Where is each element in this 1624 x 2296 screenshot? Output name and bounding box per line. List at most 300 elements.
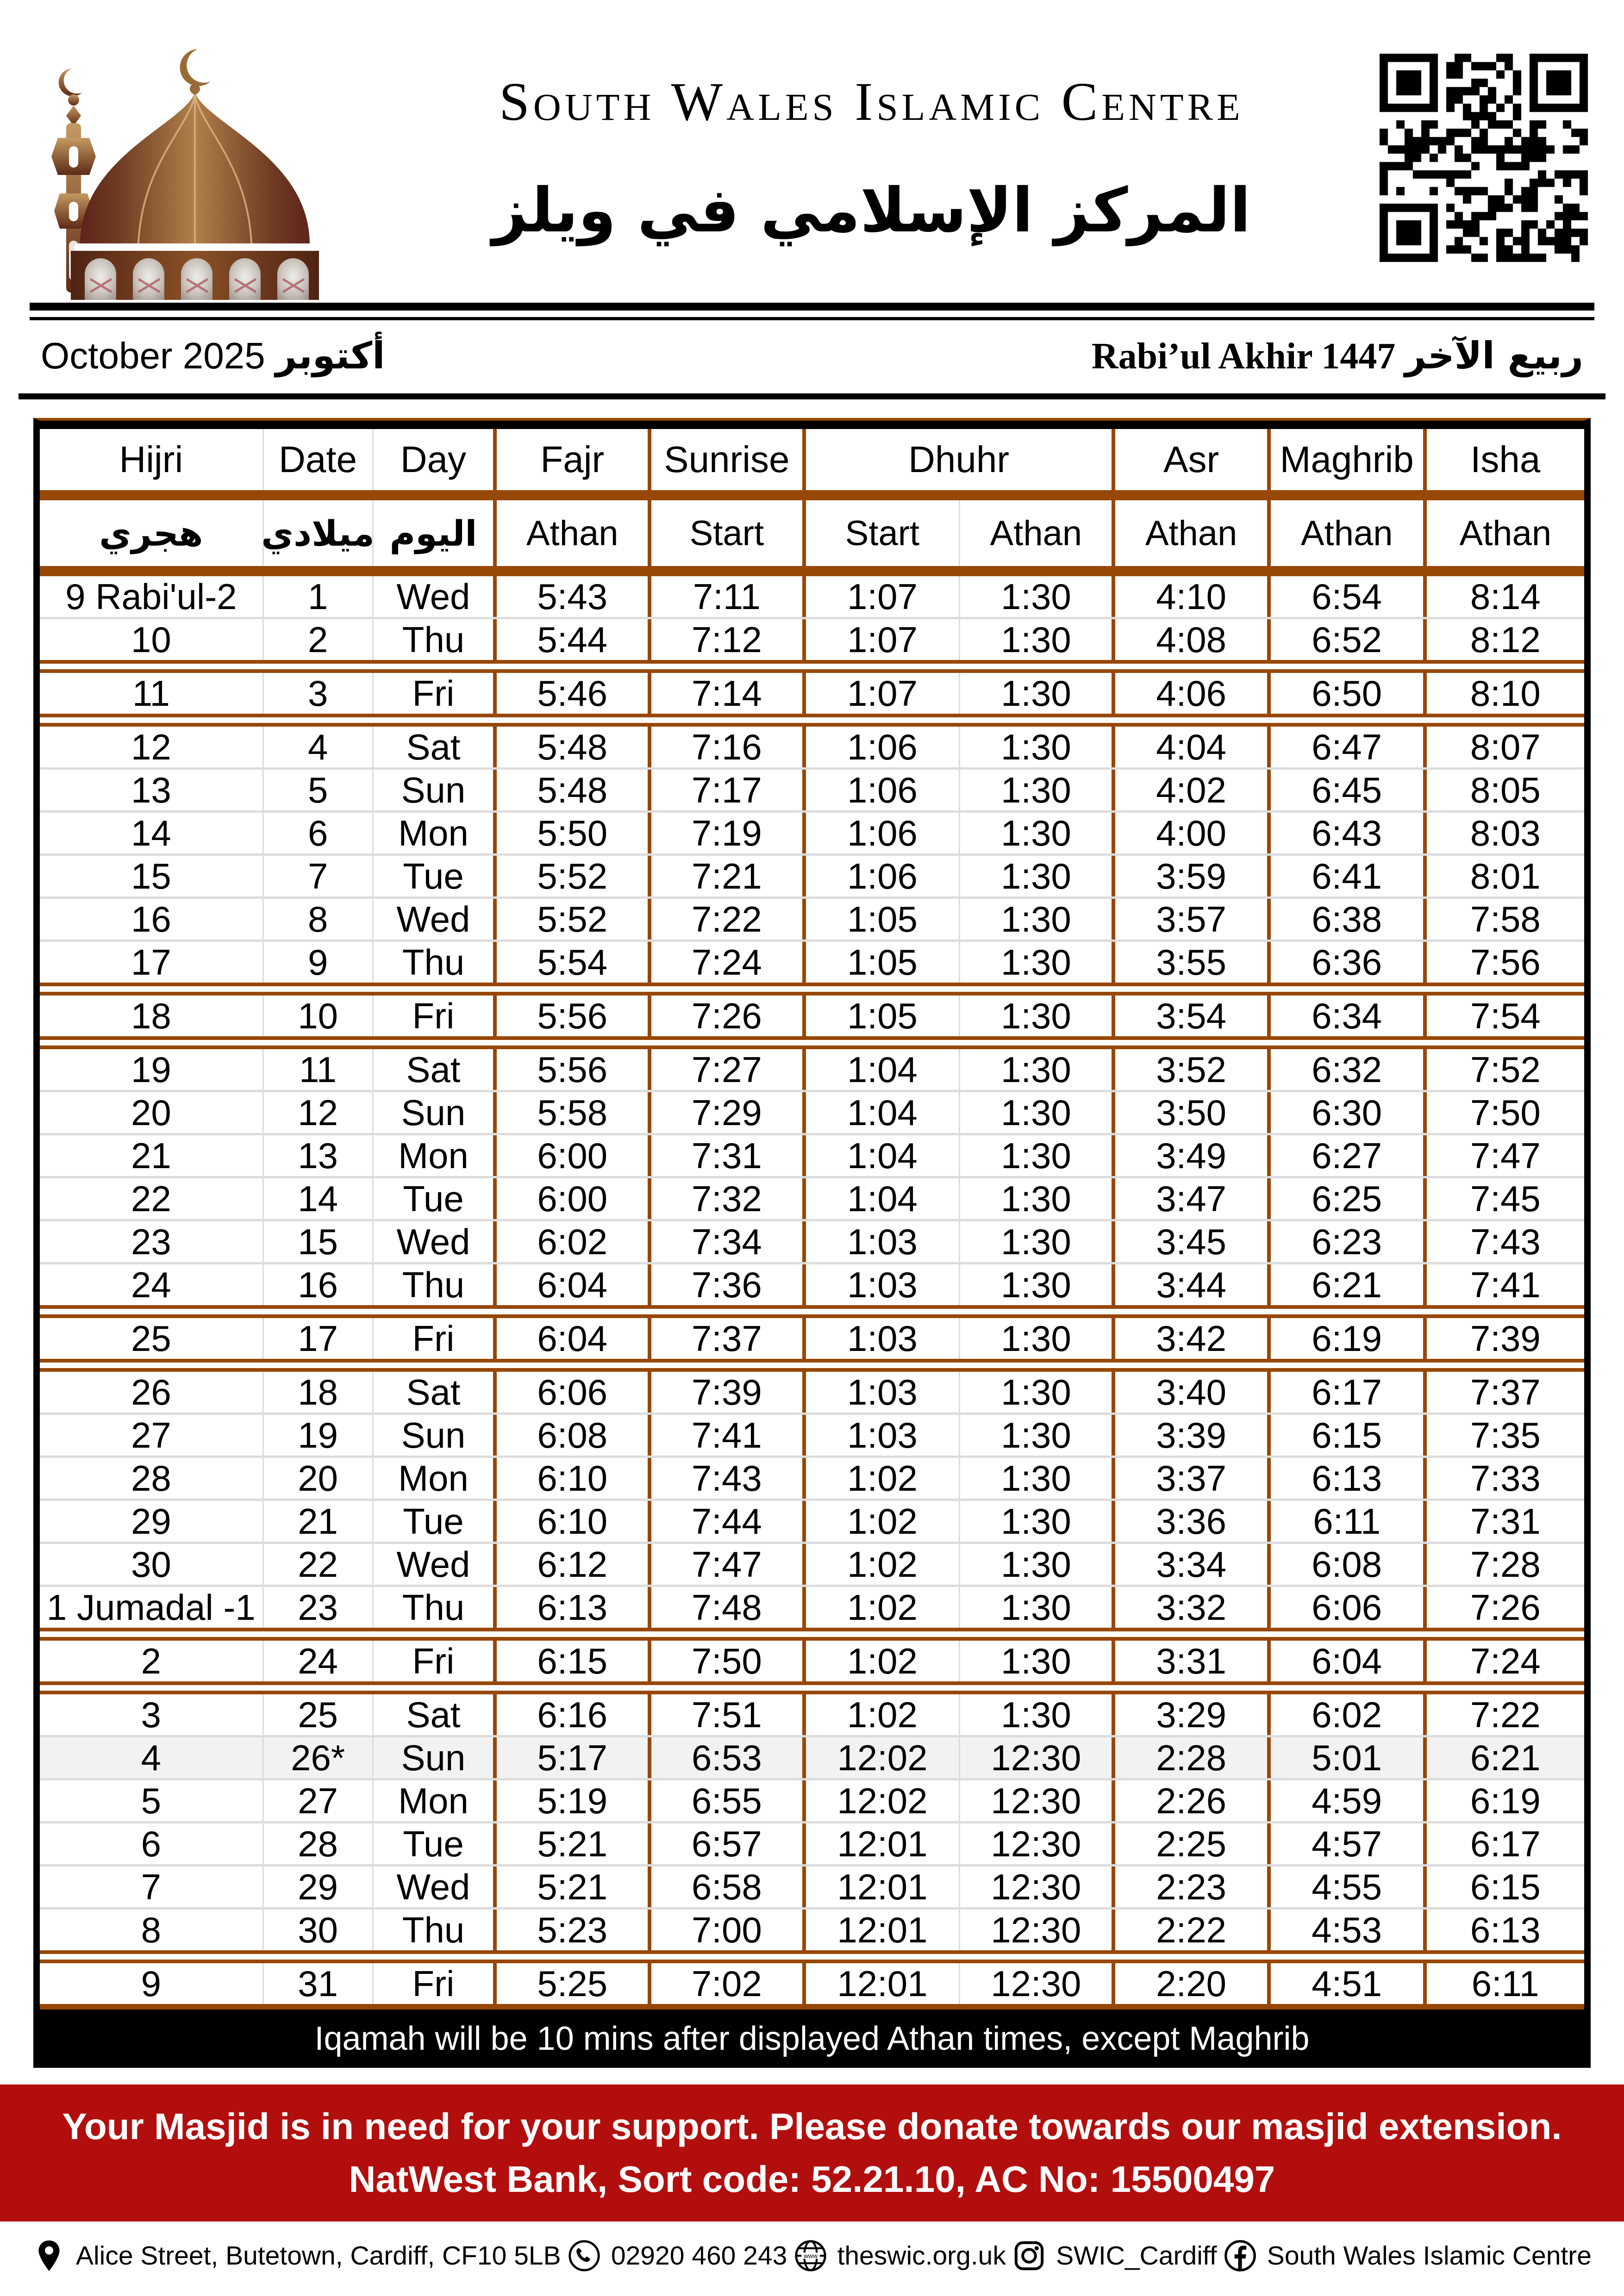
cell: 4:06 <box>1115 673 1270 714</box>
cell: 26 <box>40 1372 264 1412</box>
cell: Sat <box>374 1372 497 1412</box>
cell: 7:44 <box>651 1501 806 1542</box>
cell: 7:56 <box>1470 941 1541 983</box>
table-row <box>40 1372 1584 1412</box>
donation-banner <box>0 2084 1624 2221</box>
cell: 12:01 <box>806 1963 961 2004</box>
cell: 15 <box>40 856 264 896</box>
cell: 3:37 <box>1115 1458 1270 1499</box>
cell: Mon <box>374 1135 497 1176</box>
cell: 13 <box>264 1135 374 1176</box>
cell: 7 <box>264 856 374 896</box>
cell: 1:30 <box>960 770 1115 810</box>
cell: 6:58 <box>651 1867 806 1907</box>
cell: 27 <box>40 1415 264 1456</box>
cell: 25 <box>264 1694 374 1735</box>
cell: 8:07 <box>1470 726 1541 767</box>
cell: 6:52 <box>1271 619 1427 660</box>
table-row <box>40 576 1584 617</box>
cell: 3:42 <box>1115 1318 1270 1359</box>
cell: 6:17 <box>1271 1372 1427 1412</box>
cell: 6:08 <box>497 1415 651 1456</box>
cell: 3:29 <box>1115 1694 1270 1735</box>
cell: 6:32 <box>1271 1049 1427 1090</box>
col-sunrise-start: Start <box>651 500 806 566</box>
cell: 1:04 <box>806 1049 961 1090</box>
cell: 4:08 <box>1115 619 1270 660</box>
cell: 7:21 <box>651 856 806 896</box>
cell: 7:37 <box>1470 1371 1541 1412</box>
cell: 6:11 <box>1271 1501 1427 1542</box>
cell: 1:03 <box>806 1318 961 1359</box>
cell: 4:51 <box>1271 1963 1427 2004</box>
cell: 1:30 <box>960 1178 1115 1219</box>
cell: 7:48 <box>651 1587 806 1628</box>
friday-separator <box>40 1950 1584 1963</box>
cell: 6:16 <box>497 1694 651 1735</box>
cell: 1:30 <box>960 1318 1115 1359</box>
cell: 8 <box>264 899 374 940</box>
cell: 5 <box>40 1780 264 1821</box>
cell: 4 <box>264 727 374 767</box>
crescent-icon <box>180 49 211 86</box>
cell: 6:13 <box>1271 1458 1427 1499</box>
cell: 7:02 <box>651 1963 806 2004</box>
facebook-item: South Wales Islamic Centre <box>1224 2239 1592 2272</box>
header-band <box>40 490 1584 500</box>
cell: 19 <box>264 1415 374 1456</box>
friday-separator <box>40 660 1584 673</box>
cell: 5:19 <box>497 1780 651 1821</box>
cell: 22 <box>264 1544 374 1585</box>
cell: 7:41 <box>651 1415 806 1456</box>
cell: 29 <box>264 1867 374 1907</box>
cell: Thu <box>374 1264 497 1305</box>
instagram-item: SWIC_Cardiff <box>1012 2239 1217 2272</box>
cell: 3:40 <box>1115 1372 1270 1412</box>
cell: 11 <box>40 673 264 714</box>
facebook-icon <box>1224 2239 1257 2272</box>
cell: 6:10 <box>497 1458 651 1499</box>
contact-bar <box>32 2239 1592 2272</box>
cell: Sat <box>374 1694 497 1735</box>
cell: Wed <box>374 1867 497 1907</box>
gregorian-month: October 2025 أكتوبر <box>41 334 385 377</box>
table-row <box>40 1780 1584 1821</box>
cell: 9 <box>40 1963 264 2004</box>
cell: Sun <box>374 1415 497 1456</box>
cell: Tue <box>374 1823 497 1864</box>
cell: 3:52 <box>1115 1049 1270 1090</box>
cell: 6:04 <box>497 1264 651 1305</box>
cell: 3:54 <box>1115 996 1270 1036</box>
cell: 4:59 <box>1271 1780 1427 1821</box>
cell: 3:49 <box>1115 1135 1270 1176</box>
cell: 6:34 <box>1271 996 1427 1036</box>
cell: 7:33 <box>1470 1457 1541 1499</box>
svg-text:www: www <box>803 2252 818 2259</box>
header <box>0 0 1624 300</box>
cell: 29 <box>40 1501 264 1542</box>
table-row <box>40 813 1584 853</box>
cell: 23 <box>40 1221 264 1262</box>
table-row <box>40 619 1584 660</box>
cell: 8:14 <box>1470 576 1541 617</box>
header-band-2 <box>40 566 1584 576</box>
table-row <box>40 1318 1584 1359</box>
mosque-logo <box>25 41 363 300</box>
cell: 7:11 <box>651 576 806 617</box>
cell: 6:27 <box>1271 1135 1427 1176</box>
col-dhuhr-start: Start <box>806 500 961 566</box>
cell: 1:30 <box>960 727 1115 767</box>
cell: 12:01 <box>806 1823 961 1864</box>
cell: 1:30 <box>960 1587 1115 1628</box>
cell: 5:52 <box>497 856 651 896</box>
cell: 7:32 <box>651 1178 806 1219</box>
table-row <box>40 1415 1584 1456</box>
prayer-table <box>33 418 1591 2068</box>
cell: 7:24 <box>651 942 806 983</box>
cell: 13 <box>40 770 264 810</box>
cell: 5:21 <box>497 1867 651 1907</box>
friday-separator <box>40 1681 1584 1694</box>
cell: 3:50 <box>1115 1092 1270 1133</box>
cell: 1:30 <box>960 619 1115 660</box>
cell: 6:23 <box>1271 1221 1427 1262</box>
cell: 12:02 <box>806 1780 961 1821</box>
cell: 6:08 <box>1271 1544 1427 1585</box>
instagram-icon <box>1012 2239 1046 2272</box>
cell: 12:30 <box>960 1963 1115 2004</box>
cell: 7:16 <box>651 727 806 767</box>
table-row <box>40 1963 1584 2004</box>
table-row <box>40 1135 1584 1176</box>
cell: 9 Rabi'ul-2 <box>40 576 264 617</box>
table-row <box>40 1823 1584 1864</box>
cell: 4:10 <box>1115 576 1270 617</box>
cell: Fri <box>374 1963 497 2004</box>
cell: 1:30 <box>960 899 1115 940</box>
friday-separator <box>40 1359 1584 1372</box>
cell: 1:07 <box>806 619 961 660</box>
cell: 1 Jumadal -1 <box>40 1587 264 1628</box>
iqamah-note: Iqamah will be 10 mins after displayed Athan times, except Maghrib <box>40 2010 1584 2068</box>
cell: 20 <box>264 1458 374 1499</box>
col-maghrib-athan: Athan <box>1271 500 1427 566</box>
table-row <box>40 1458 1584 1499</box>
cell: 2:25 <box>1115 1823 1270 1864</box>
cell: 1:02 <box>806 1694 961 1735</box>
cell: 12 <box>264 1092 374 1133</box>
cell: 6:11 <box>1471 1963 1539 2004</box>
location-pin-icon <box>32 2239 66 2272</box>
table-row <box>40 1694 1584 1735</box>
gregorian-month-arabic: أكتوبر <box>275 334 385 377</box>
cell: Thu <box>374 1910 497 1950</box>
cell: 2 <box>40 1641 264 1681</box>
cell: 1:05 <box>806 899 961 940</box>
col-day-arabic: اليوم <box>374 500 497 566</box>
col-hijri: Hijri <box>40 429 264 490</box>
cell: 22 <box>40 1178 264 1219</box>
cell: 7:47 <box>1470 1135 1541 1176</box>
col-fajr-athan: Athan <box>497 500 651 566</box>
cell: 2:23 <box>1115 1867 1270 1907</box>
cell: 12:30 <box>960 1867 1115 1907</box>
cell: 6:02 <box>1271 1694 1427 1735</box>
cell: 4 <box>40 1737 264 1778</box>
table-bottom-border <box>40 2004 1584 2010</box>
cell: Mon <box>374 1780 497 1821</box>
cell: 6:06 <box>497 1372 651 1412</box>
cell: 5:21 <box>497 1823 651 1864</box>
cell: 24 <box>40 1264 264 1305</box>
col-isha-athan: Athan <box>1459 513 1552 553</box>
cell: 3:39 <box>1115 1415 1270 1456</box>
cell: 6:15 <box>1271 1415 1427 1456</box>
centre-name-arabic: المركز الإسلامي في ويلز <box>492 174 1251 246</box>
table-row <box>40 1641 1584 1681</box>
cell: 16 <box>40 899 264 940</box>
cell: 6:38 <box>1271 899 1427 940</box>
cell: 21 <box>40 1135 264 1176</box>
cell: 7:58 <box>1470 898 1541 940</box>
cell: 6:55 <box>651 1780 806 1821</box>
cell: 5:58 <box>497 1092 651 1133</box>
cell: Fri <box>374 996 497 1036</box>
cell: 3:45 <box>1115 1221 1270 1262</box>
hijri-month-arabic: ربيع الآخر <box>1405 334 1583 377</box>
cell: 5:23 <box>497 1910 651 1950</box>
cell: 6:57 <box>651 1823 806 1864</box>
donation-line1: Your Masjid is in need for your support. Please donate towards our masjid extension. <box>62 2106 1562 2147</box>
cell: Fri <box>374 1318 497 1359</box>
cell: 1:04 <box>806 1178 961 1219</box>
cell: Tue <box>374 1501 497 1542</box>
cell: 6:12 <box>497 1544 651 1585</box>
friday-separator <box>40 1628 1584 1641</box>
cell: 4:04 <box>1115 727 1270 767</box>
header-titles <box>363 41 1380 246</box>
cell: 7:22 <box>651 899 806 940</box>
table-row <box>40 1221 1584 1262</box>
table-row <box>40 1049 1584 1090</box>
cell: 6 <box>40 1823 264 1864</box>
hijri-month: Rabi’ul Akhir 1447 ربيع الآخر <box>1091 334 1583 377</box>
qr-wrap <box>1380 54 1588 264</box>
cell: 31 <box>264 1963 374 2004</box>
cell: 28 <box>264 1823 374 1864</box>
cell: 3:55 <box>1115 942 1270 983</box>
cell: 19 <box>40 1049 264 1090</box>
cell: 6:19 <box>1470 1780 1541 1821</box>
col-asr-athan: Athan <box>1115 500 1270 566</box>
cell: 7:31 <box>651 1135 806 1176</box>
cell: 14 <box>40 813 264 853</box>
cell: 8 <box>40 1910 264 1950</box>
table-row <box>40 899 1584 940</box>
table-row <box>40 1910 1584 1950</box>
cell: 7:14 <box>651 673 806 714</box>
col-fajr: Fajr <box>497 429 651 490</box>
cell: 3 <box>40 1694 264 1735</box>
cell: 3 <box>264 673 374 714</box>
period-row <box>41 334 1583 378</box>
cell: 6:10 <box>497 1501 651 1542</box>
cell: 5:44 <box>497 619 651 660</box>
cell: 1:30 <box>960 1501 1115 1542</box>
cell: 7 <box>40 1867 264 1907</box>
cell: 5:50 <box>497 813 651 853</box>
cell: 7:47 <box>651 1544 806 1585</box>
cell: 6:00 <box>497 1135 651 1176</box>
cell: 12:01 <box>806 1867 961 1907</box>
cell: 7:50 <box>651 1641 806 1681</box>
cell: 8:03 <box>1470 812 1541 853</box>
cell: 27 <box>264 1780 374 1821</box>
cell: 17 <box>40 942 264 983</box>
cell: 7:52 <box>1470 1049 1541 1090</box>
cell: 30 <box>40 1544 264 1585</box>
cell: 1:07 <box>806 673 961 714</box>
table-row <box>40 673 1584 714</box>
cell: 2 <box>264 619 374 660</box>
cell: 3:47 <box>1115 1178 1270 1219</box>
cell: 1:30 <box>960 1458 1115 1499</box>
cell: 6:50 <box>1271 673 1427 714</box>
cell: 12:30 <box>960 1823 1115 1864</box>
phone-icon <box>568 2239 601 2272</box>
cell: 5:17 <box>497 1737 651 1778</box>
cell: 1:30 <box>960 942 1115 983</box>
cell: 5:52 <box>497 899 651 940</box>
cell: 2:22 <box>1115 1910 1270 1950</box>
cell: Sat <box>374 1049 497 1090</box>
cell: 1:05 <box>806 942 961 983</box>
cell: 1:30 <box>960 576 1115 617</box>
table-row <box>40 770 1584 810</box>
cell: 3:31 <box>1115 1641 1270 1681</box>
table-header-row-sub <box>40 500 1584 566</box>
cell: 1:02 <box>806 1587 961 1628</box>
cell: 1 <box>264 576 374 617</box>
cell: 6:13 <box>1470 1909 1541 1950</box>
cell: 1:06 <box>806 813 961 853</box>
table-row <box>40 1544 1584 1585</box>
cell: 12:30 <box>960 1780 1115 1821</box>
globe-www-icon <box>794 2239 827 2272</box>
cell: 7:34 <box>651 1221 806 1262</box>
cell: 4:02 <box>1115 770 1270 810</box>
cell: 1:03 <box>806 1264 961 1305</box>
cell: Thu <box>374 619 497 660</box>
cell: 1:02 <box>806 1544 961 1585</box>
cell: 10 <box>264 996 374 1036</box>
cell: 5:01 <box>1271 1737 1427 1778</box>
cell: 18 <box>40 996 264 1036</box>
divider-thick <box>30 303 1594 311</box>
cell: 7:43 <box>1470 1221 1541 1262</box>
cell: 1:30 <box>960 1372 1115 1412</box>
cell: 8:05 <box>1470 769 1541 810</box>
cell: Wed <box>374 1544 497 1585</box>
cell: 1:30 <box>960 1092 1115 1133</box>
cell: 7:35 <box>1470 1414 1541 1456</box>
cell: 7:51 <box>651 1694 806 1735</box>
cell: 12:02 <box>806 1737 961 1778</box>
cell: 24 <box>264 1641 374 1681</box>
cell: 12:30 <box>960 1910 1115 1950</box>
cell: 3:32 <box>1115 1587 1270 1628</box>
cell: 5:48 <box>497 727 651 767</box>
cell: Wed <box>374 899 497 940</box>
cell: 7:36 <box>651 1264 806 1305</box>
cell: 1:30 <box>960 1694 1115 1735</box>
cell: Tue <box>374 856 497 896</box>
col-dhuhr-athan: Athan <box>960 500 1115 566</box>
cell: 1:02 <box>806 1501 961 1542</box>
cell: 16 <box>264 1264 374 1305</box>
cell: 1:30 <box>960 856 1115 896</box>
cell: 6:02 <box>497 1221 651 1262</box>
cell: 10 <box>40 619 264 660</box>
cell: 1:06 <box>806 856 961 896</box>
cell: 1:30 <box>960 1544 1115 1585</box>
cell: 6:43 <box>1271 813 1427 853</box>
cell: 26* <box>264 1737 374 1778</box>
table-row <box>40 1587 1584 1628</box>
cell: Thu <box>374 942 497 983</box>
cell: 1:30 <box>960 1264 1115 1305</box>
cell: 1:02 <box>806 1458 961 1499</box>
cell: 23 <box>264 1587 374 1628</box>
cell: 6:17 <box>1470 1823 1541 1864</box>
cell: 7:28 <box>1470 1543 1541 1585</box>
cell: 6:25 <box>1271 1178 1427 1219</box>
cell: 6 <box>264 813 374 853</box>
cell: 7:26 <box>1470 1587 1541 1628</box>
cell: 17 <box>264 1318 374 1359</box>
cell: 6:06 <box>1271 1587 1427 1628</box>
cell: 15 <box>264 1221 374 1262</box>
cell: 14 <box>264 1178 374 1219</box>
cell: 6:04 <box>1271 1641 1427 1681</box>
cell: 1:04 <box>806 1092 961 1133</box>
cell: 7:12 <box>651 619 806 660</box>
cell: 7:45 <box>1470 1178 1541 1219</box>
cell: 7:22 <box>1470 1694 1541 1735</box>
cell: 18 <box>264 1372 374 1412</box>
cell: 1:07 <box>806 576 961 617</box>
cell: 7:39 <box>1470 1318 1541 1359</box>
cell: 7:43 <box>651 1458 806 1499</box>
cell: 1:03 <box>806 1221 961 1262</box>
col-sunrise: Sunrise <box>651 429 806 490</box>
col-maghrib: Maghrib <box>1271 429 1427 490</box>
centre-name: South Wales Islamic Centre <box>499 71 1244 132</box>
table-row <box>40 1264 1584 1305</box>
cell: 4:00 <box>1115 813 1270 853</box>
cell: 6:19 <box>1271 1318 1427 1359</box>
cell: 30 <box>264 1910 374 1950</box>
cell: 1:03 <box>806 1415 961 1456</box>
cell: 1:05 <box>806 996 961 1036</box>
cell: Wed <box>374 576 497 617</box>
cell: Wed <box>374 1221 497 1262</box>
cell: 6:47 <box>1271 727 1427 767</box>
col-isha: Isha <box>1470 439 1541 480</box>
